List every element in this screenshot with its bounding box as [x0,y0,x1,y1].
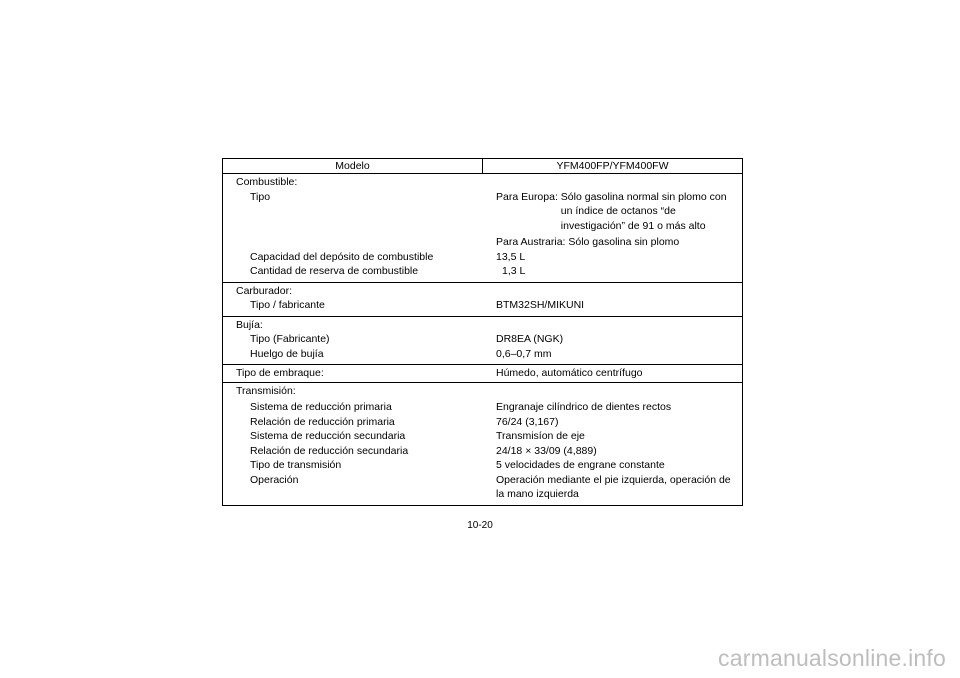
table-row: 76/24 (3,167) [496,415,559,428]
fuel-reserve-label: Cantidad de reserva de combustible [250,265,419,277]
plug-type-label: Tipo (Fabricante) [250,333,330,345]
clutch-section [223,364,742,382]
spec-table [222,158,743,506]
carb-section [223,282,742,316]
fuel-type-label: Tipo [250,190,271,203]
page-number: 10-20 [467,520,493,531]
header-model-value: YFM400FP/YFM400FW [556,160,669,172]
plug-title: Bujía: [236,318,263,331]
fuel-europe-text: Sólo gasolina normal sin plomo con un índice de octanos “de investigación” de 91 o más alto [560,190,727,232]
fuel-tank-label: Capacidad del depósito de combustible [250,250,434,263]
fuel-section [223,174,742,282]
table-row: Sistema de reducción primaria [250,401,392,413]
plug-gap-label: Huelgo de bujía [250,347,324,360]
carb-type-label: Tipo / fabricante [250,299,325,311]
watermark: carmanualsonline.info [718,645,946,671]
table-row: Relación de reducción primaria [250,415,395,428]
plug-section [223,316,742,365]
plug-gap-value: 0,6–0,7 mm [496,347,552,360]
plug-type-value: DR8EA (NGK) [496,333,564,345]
table-row: 5 velocidades de engrane constante [496,459,665,471]
table-row: Transmisíon de eje [496,430,585,442]
table-header [223,159,742,174]
fuel-title: Combustible: [236,176,298,188]
fuel-austria-text: Para Austraria: Sólo gasolina sin plomo [496,236,680,248]
fuel-tank-value: 13,5 L [496,250,526,263]
fuel-reserve-value: 1,3 L [502,265,526,277]
table-row: Sistema de reducción secundaria [250,430,406,442]
header-model-label: Modelo [223,159,483,173]
carb-type-value: BTM32SH/MIKUNI [496,299,585,311]
transmission-section [223,382,742,505]
table-row: Relación de reducción secundaria [250,444,409,457]
clutch-label: Tipo de embraque: [236,367,324,379]
table-row: Operación mediante el pie izquierda, operación de la mano izquierda [496,473,731,500]
clutch-value: Húmedo, automático centrífugo [496,367,643,379]
table-row: Operación [250,473,299,486]
table-row: Tipo de transmisión [250,459,342,471]
fuel-europe [496,190,739,234]
carb-title: Carburador: [236,284,293,297]
table-row: 24/18 × 33/09 (4,889) [496,444,597,457]
table-row: Engranaje cilíndrico de dientes rectos [496,401,672,413]
fuel-europe-prefix: Para Europa: [496,190,558,203]
transmission-title: Transmisión: [236,384,296,397]
